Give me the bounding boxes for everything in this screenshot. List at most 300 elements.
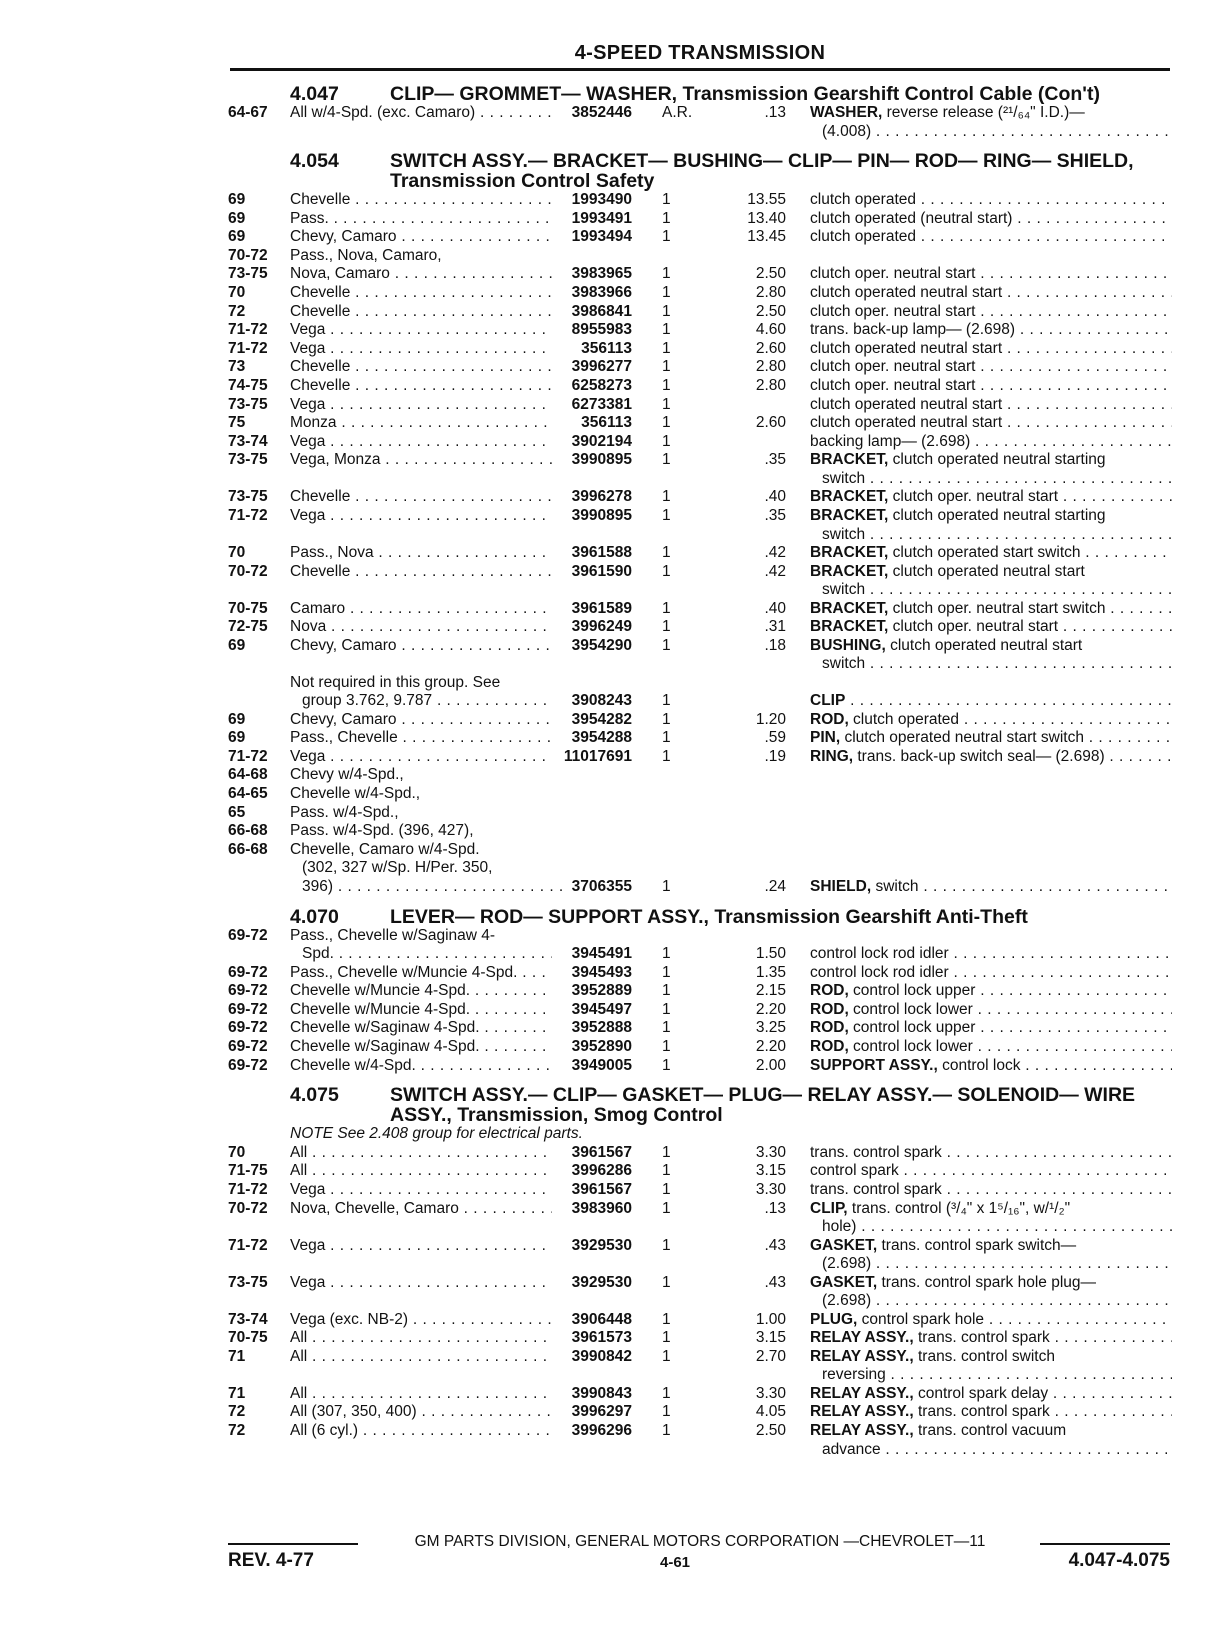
description-keyword: GASKET, xyxy=(810,1236,878,1254)
description xyxy=(810,1403,1172,1422)
description-text: trans. control spark xyxy=(913,1329,1050,1347)
price: 2.80 xyxy=(755,376,786,394)
model-years: 70-72 xyxy=(228,246,268,264)
price: .43 xyxy=(764,1273,786,1291)
table-row xyxy=(0,1329,1232,1348)
section-number: 4.075 xyxy=(290,1084,339,1107)
application: Chevelle . . . xyxy=(290,488,552,507)
table-row xyxy=(0,1274,1232,1311)
model-years: 74-75 xyxy=(228,376,268,394)
price: 2.70 xyxy=(755,1347,786,1365)
footer-rule-left xyxy=(228,1543,358,1545)
description-keyword: SUPPORT ASSY., xyxy=(810,1056,938,1074)
description-keyword: GASKET, xyxy=(810,1273,878,1291)
section-gap xyxy=(0,1075,1232,1081)
application: Chevelle w/4-Spd. . . . xyxy=(290,1057,552,1076)
part-number: 3996286 xyxy=(571,1162,632,1180)
description-keyword: CLIP, xyxy=(810,1199,848,1217)
application: Nova . . . xyxy=(290,618,552,637)
description xyxy=(810,637,1172,656)
description xyxy=(810,618,1172,637)
model-years: 69 xyxy=(228,191,246,208)
description xyxy=(810,600,1172,619)
application: Chevy, Camaro . . . xyxy=(290,711,552,730)
model-years: 71 xyxy=(228,1384,246,1402)
table-row xyxy=(0,804,1232,823)
table-row xyxy=(0,488,1232,507)
description xyxy=(810,1019,1172,1038)
part-number: 3961590 xyxy=(571,562,632,580)
application: Vega . . . xyxy=(290,396,552,415)
application: Pass., Nova . . . xyxy=(290,544,552,563)
quantity: 1 xyxy=(662,692,671,710)
description xyxy=(810,451,1172,470)
description-text: switch xyxy=(871,878,919,896)
description-text: trans. back-up lamp— (2.698) xyxy=(810,321,1016,339)
model-years: 69-72 xyxy=(228,1056,268,1074)
part-number: 1993490 xyxy=(571,191,632,208)
table-row xyxy=(0,377,1232,396)
model-years: 66-68 xyxy=(228,840,268,858)
description xyxy=(810,1422,1172,1441)
table-row xyxy=(0,785,1232,804)
description-text: clutch operated start switch xyxy=(888,543,1081,561)
price: .24 xyxy=(764,878,786,896)
section-heading xyxy=(0,907,1232,927)
quantity: 1 xyxy=(662,1180,671,1198)
application: Chevelle . . . xyxy=(290,358,552,377)
part-number: 3996249 xyxy=(571,618,632,636)
table-row xyxy=(0,1311,1232,1330)
application: Pass., Chevelle w/Saginaw 4- xyxy=(290,926,496,944)
quantity: 1 xyxy=(662,599,671,617)
quantity: 1 xyxy=(662,878,671,896)
table-row xyxy=(0,766,1232,785)
price: .35 xyxy=(764,451,786,469)
description xyxy=(810,692,1172,711)
application: Monza . . . xyxy=(290,414,552,433)
description xyxy=(810,1038,1172,1057)
quantity: A.R. xyxy=(662,104,693,121)
model-years: 71-72 xyxy=(228,339,268,357)
model-years: 73-74 xyxy=(228,432,268,450)
application-continued: Spd. . . . xyxy=(302,945,552,964)
description-keyword: BRACKET, xyxy=(810,543,889,561)
model-years: 73-75 xyxy=(228,488,268,506)
description-continued: hole) . . . xyxy=(822,1218,1172,1237)
price: 2.60 xyxy=(755,414,786,432)
model-years: 70-75 xyxy=(228,599,268,617)
description-text: clutch operated xyxy=(848,710,960,728)
description-text: clutch oper. neutral start xyxy=(810,358,976,376)
description-text: trans. control spark xyxy=(913,1403,1050,1421)
description-continued: switch . . . xyxy=(822,655,1172,674)
price: .35 xyxy=(764,506,786,524)
part-number: 3983960 xyxy=(571,1199,632,1217)
footer-revision: REV. 4-77 xyxy=(228,1550,314,1571)
application: Vega . . . xyxy=(290,321,552,340)
description-text: clutch oper. neutral start xyxy=(810,302,976,320)
section-heading xyxy=(0,84,1232,104)
part-number: 3949005 xyxy=(571,1056,632,1074)
description-continued: switch . . . xyxy=(822,526,1172,545)
model-years: 75 xyxy=(228,414,246,432)
table-row xyxy=(0,563,1232,600)
quantity: 1 xyxy=(662,358,671,376)
quantity: 1 xyxy=(662,1143,671,1161)
application: Pass., Nova, Camaro, xyxy=(290,246,442,264)
application: Chevelle w/4-Spd., xyxy=(290,785,421,803)
part-number: 3954288 xyxy=(571,729,632,747)
table-row xyxy=(0,637,1232,674)
price: .43 xyxy=(764,1236,786,1254)
model-years: 69-72 xyxy=(228,1000,268,1018)
description-text: clutch operated xyxy=(810,228,916,246)
description-text: trans. control vacuum xyxy=(913,1421,1067,1439)
quantity: 1 xyxy=(662,339,671,357)
model-years: 64-65 xyxy=(228,785,268,803)
table-row xyxy=(0,1348,1232,1385)
model-years: 69 xyxy=(228,228,246,246)
description-text: clutch oper. neutral start xyxy=(810,265,976,283)
quantity: 1 xyxy=(662,982,671,1000)
quantity: 1 xyxy=(662,376,671,394)
section-heading xyxy=(0,151,1232,191)
description-text: clutch operated neutral starting xyxy=(888,451,1106,469)
part-number: 3945491 xyxy=(571,945,632,963)
price: 4.60 xyxy=(755,321,786,339)
description-keyword: BRACKET, xyxy=(810,451,889,469)
parts-catalog-content xyxy=(0,80,1232,1465)
description xyxy=(810,964,1172,983)
table-row xyxy=(0,859,1232,878)
description-keyword: BRACKET, xyxy=(810,562,889,580)
description xyxy=(810,507,1172,526)
quantity: 1 xyxy=(662,562,671,580)
description-keyword: ROD, xyxy=(810,710,849,728)
model-years: 70 xyxy=(228,543,246,561)
quantity: 1 xyxy=(662,1403,671,1421)
table-row xyxy=(0,284,1232,303)
description-text: clutch operated neutral start xyxy=(888,562,1085,580)
price: 3.25 xyxy=(755,1019,786,1037)
price: 13.45 xyxy=(747,228,786,246)
quantity: 1 xyxy=(662,1347,671,1365)
table-row xyxy=(0,618,1232,637)
price: .42 xyxy=(764,562,786,580)
description-keyword: RELAY ASSY., xyxy=(810,1329,914,1347)
table-row xyxy=(0,191,1232,210)
section-gap xyxy=(0,141,1232,147)
description-keyword: RELAY ASSY., xyxy=(810,1384,914,1402)
application: Vega . . . xyxy=(290,1181,552,1200)
price: 2.80 xyxy=(755,283,786,301)
description-text: clutch operated neutral start switch xyxy=(840,729,1084,747)
table-row xyxy=(0,982,1232,1001)
description-text: clutch operated neutral start xyxy=(810,283,1003,301)
part-number: 3996297 xyxy=(571,1403,632,1421)
price: 2.00 xyxy=(755,1056,786,1074)
part-number: 3990895 xyxy=(571,451,632,469)
model-years: 69 xyxy=(228,710,246,728)
application: Chevy w/4-Spd., xyxy=(290,766,404,784)
description xyxy=(810,284,1172,303)
section-title: CLIP— GROMMET— WASHER, Transmission Gearshift Control Cable (Con't) xyxy=(390,83,1100,105)
quantity: 1 xyxy=(662,1329,671,1347)
description-continued: switch . . . xyxy=(822,470,1172,489)
description xyxy=(810,729,1172,748)
description-text: backing lamp— (2.698) xyxy=(810,432,971,450)
quantity: 1 xyxy=(662,191,671,208)
description-text: clutch oper. neutral start xyxy=(810,376,976,394)
model-years: 73 xyxy=(228,358,246,376)
model-years: 70-72 xyxy=(228,562,268,580)
quantity: 1 xyxy=(662,1038,671,1055)
price: 2.50 xyxy=(755,1421,786,1439)
description-text: control lock rod idler xyxy=(810,945,949,963)
description-keyword: RELAY ASSY., xyxy=(810,1421,914,1439)
description-continued: switch . . . xyxy=(822,581,1172,600)
model-years: 71 xyxy=(228,1347,246,1365)
price: .59 xyxy=(764,729,786,747)
price: 1.00 xyxy=(755,1310,786,1328)
price: 1.50 xyxy=(755,945,786,963)
price: 2.20 xyxy=(755,1038,786,1055)
footer-rule-right xyxy=(1040,1543,1170,1545)
model-years: 65 xyxy=(228,803,246,821)
description-text: clutch operated neutral start xyxy=(810,395,1003,413)
description-keyword: BRACKET, xyxy=(810,506,889,524)
quantity: 1 xyxy=(662,543,671,561)
application: Chevelle w/Saginaw 4-Spd. . . . xyxy=(290,1019,552,1038)
part-number: 3990843 xyxy=(571,1384,632,1402)
price: 3.15 xyxy=(755,1329,786,1347)
quantity: 1 xyxy=(662,302,671,320)
description-text: trans. back-up switch seal— (2.698) xyxy=(853,747,1105,765)
application: Chevelle . . . xyxy=(290,377,552,396)
description-text: control spark xyxy=(810,1162,899,1180)
table-row xyxy=(0,321,1232,340)
application: Pass. . . . xyxy=(290,210,552,229)
description-text: reverse release (²¹/₆₄" I.D.)— xyxy=(882,104,1085,121)
quantity: 1 xyxy=(662,432,671,450)
quantity: 1 xyxy=(662,265,671,283)
price: 3.30 xyxy=(755,1180,786,1198)
part-number: 3961589 xyxy=(571,599,632,617)
section-number: 4.054 xyxy=(290,150,339,172)
application: All . . . xyxy=(290,1144,552,1163)
description xyxy=(810,358,1172,377)
table-row xyxy=(0,210,1232,229)
price: .40 xyxy=(764,488,786,506)
application: 396) . . . xyxy=(302,878,564,897)
part-number: 3945493 xyxy=(571,963,632,981)
quantity: 1 xyxy=(662,747,671,765)
description-keyword: ROD, xyxy=(810,1038,849,1055)
price: .13 xyxy=(764,104,786,121)
description xyxy=(810,210,1172,229)
model-years: 73-75 xyxy=(228,265,268,283)
model-years: 71-72 xyxy=(228,1236,268,1254)
price: .40 xyxy=(764,599,786,617)
part-number: 3954282 xyxy=(571,710,632,728)
application: Chevelle . . . xyxy=(290,191,552,210)
description xyxy=(810,265,1172,284)
application: Vega . . . xyxy=(290,507,552,526)
table-row xyxy=(0,729,1232,748)
application: All . . . xyxy=(290,1162,552,1181)
part-number: 3906448 xyxy=(571,1310,632,1328)
price: 1.35 xyxy=(755,963,786,981)
part-number: 3929530 xyxy=(571,1236,632,1254)
description-continued: (4.008) . . . xyxy=(822,123,1172,142)
description xyxy=(810,878,1172,897)
price: 2.50 xyxy=(755,302,786,320)
price: 2.15 xyxy=(755,982,786,1000)
section-heading xyxy=(0,1085,1232,1125)
quantity: 1 xyxy=(662,451,671,469)
price: 2.50 xyxy=(755,265,786,283)
application: Nova, Chevelle, Camaro . . . xyxy=(290,1200,552,1219)
description-keyword: PLUG, xyxy=(810,1310,858,1328)
description xyxy=(810,711,1172,730)
quantity: 1 xyxy=(662,1421,671,1439)
table-row xyxy=(0,265,1232,284)
table-row xyxy=(0,927,1232,964)
model-years: 73-74 xyxy=(228,1310,268,1328)
application: Chevelle w/Muncie 4-Spd. . . . xyxy=(290,982,552,1001)
description-text: clutch operated xyxy=(810,191,916,208)
description xyxy=(810,340,1172,359)
table-row xyxy=(0,1162,1232,1181)
description-keyword: BUSHING, xyxy=(810,636,886,654)
description-keyword: BRACKET, xyxy=(810,488,889,506)
part-number: 3902194 xyxy=(571,432,632,450)
price: 3.15 xyxy=(755,1162,786,1180)
description-keyword: ROD, xyxy=(810,1019,849,1037)
description-text: clutch oper. neutral start xyxy=(888,618,1059,636)
description-keyword: RELAY ASSY., xyxy=(810,1403,914,1421)
table-row xyxy=(0,841,1232,860)
model-years: 70 xyxy=(228,283,246,301)
price: .18 xyxy=(764,636,786,654)
part-number: 3990895 xyxy=(571,506,632,524)
application-continued: group 3.762, 9.787 . . . xyxy=(302,692,552,711)
description xyxy=(810,377,1172,396)
description-text: clutch operated neutral start xyxy=(810,414,1003,432)
quantity: 1 xyxy=(662,1019,671,1037)
description xyxy=(810,1237,1172,1256)
model-years: 69 xyxy=(228,729,246,747)
model-years: 72 xyxy=(228,1403,246,1421)
part-number: 3986841 xyxy=(571,302,632,320)
part-number: 3961567 xyxy=(571,1143,632,1161)
description-text: trans. control spark xyxy=(810,1180,942,1198)
quantity: 1 xyxy=(662,1384,671,1402)
quantity: 1 xyxy=(662,1162,671,1180)
table-row xyxy=(0,964,1232,983)
application: Chevelle . . . xyxy=(290,303,552,322)
model-years: 66-68 xyxy=(228,822,268,840)
model-years: 64-68 xyxy=(228,766,268,784)
price: 1.20 xyxy=(755,710,786,728)
description xyxy=(810,1274,1172,1293)
price: .13 xyxy=(764,1199,786,1217)
model-years: 73-75 xyxy=(228,395,268,413)
table-row xyxy=(0,1144,1232,1163)
part-number: 3706355 xyxy=(571,878,632,896)
description-text: control lock xyxy=(937,1056,1021,1074)
table-row xyxy=(0,1385,1232,1404)
model-years: 69 xyxy=(228,209,246,227)
table-row xyxy=(0,1237,1232,1274)
description xyxy=(810,228,1172,247)
table-row xyxy=(0,1019,1232,1038)
part-number: 3908243 xyxy=(571,692,632,710)
part-number: 3961573 xyxy=(571,1329,632,1347)
description-keyword: BRACKET, xyxy=(810,618,889,636)
table-row xyxy=(0,1403,1232,1422)
description-keyword: PIN, xyxy=(810,729,841,747)
description-keyword: ROD, xyxy=(810,1000,849,1018)
table-row xyxy=(0,433,1232,452)
price: 3.30 xyxy=(755,1384,786,1402)
description-text: control spark delay xyxy=(913,1384,1049,1402)
price: 13.55 xyxy=(747,191,786,208)
application: Nova, Camaro . . . xyxy=(290,265,552,284)
description-continued: (2.698) . . . xyxy=(822,1255,1172,1274)
quantity: 1 xyxy=(662,209,671,227)
table-row xyxy=(0,358,1232,377)
table-row xyxy=(0,544,1232,563)
description-text: trans. control switch xyxy=(913,1347,1055,1365)
description xyxy=(810,104,1172,123)
section-title: SWITCH ASSY.— BRACKET— BUSHING— CLIP— PIN— ROD— RING— SHIELD, Transmission Control Safety xyxy=(390,150,1134,192)
part-number: 356113 xyxy=(581,414,632,432)
quantity: 1 xyxy=(662,488,671,506)
application: Pass., Chevelle w/Muncie 4-Spd. . . . xyxy=(290,964,552,983)
quantity: 1 xyxy=(662,945,671,963)
description xyxy=(810,1329,1172,1348)
model-years: 69-72 xyxy=(228,1019,268,1037)
model-years: 72 xyxy=(228,302,246,320)
description-keyword: BRACKET, xyxy=(810,599,889,617)
part-number: 3954290 xyxy=(571,636,632,654)
price: .42 xyxy=(764,543,786,561)
description xyxy=(810,544,1172,563)
part-number: 3996296 xyxy=(571,1421,632,1439)
model-years: 69 xyxy=(228,636,246,654)
model-years: 69-72 xyxy=(228,963,268,981)
application: Vega . . . xyxy=(290,1274,552,1293)
quantity: 1 xyxy=(662,1236,671,1254)
table-row xyxy=(0,1181,1232,1200)
description xyxy=(810,1144,1172,1163)
description xyxy=(810,191,1172,210)
price: 13.40 xyxy=(747,209,786,227)
quantity: 1 xyxy=(662,283,671,301)
quantity: 1 xyxy=(662,618,671,636)
part-number: 3990842 xyxy=(571,1347,632,1365)
application: All (307, 350, 400) . . . xyxy=(290,1403,552,1422)
part-number: 3996278 xyxy=(571,488,632,506)
model-years: 70-75 xyxy=(228,1329,268,1347)
application: Chevy, Camaro . . . xyxy=(290,228,552,247)
quantity: 1 xyxy=(662,636,671,654)
description-keyword: RING, xyxy=(810,747,854,765)
description xyxy=(810,1162,1172,1181)
application: All . . . xyxy=(290,1385,552,1404)
